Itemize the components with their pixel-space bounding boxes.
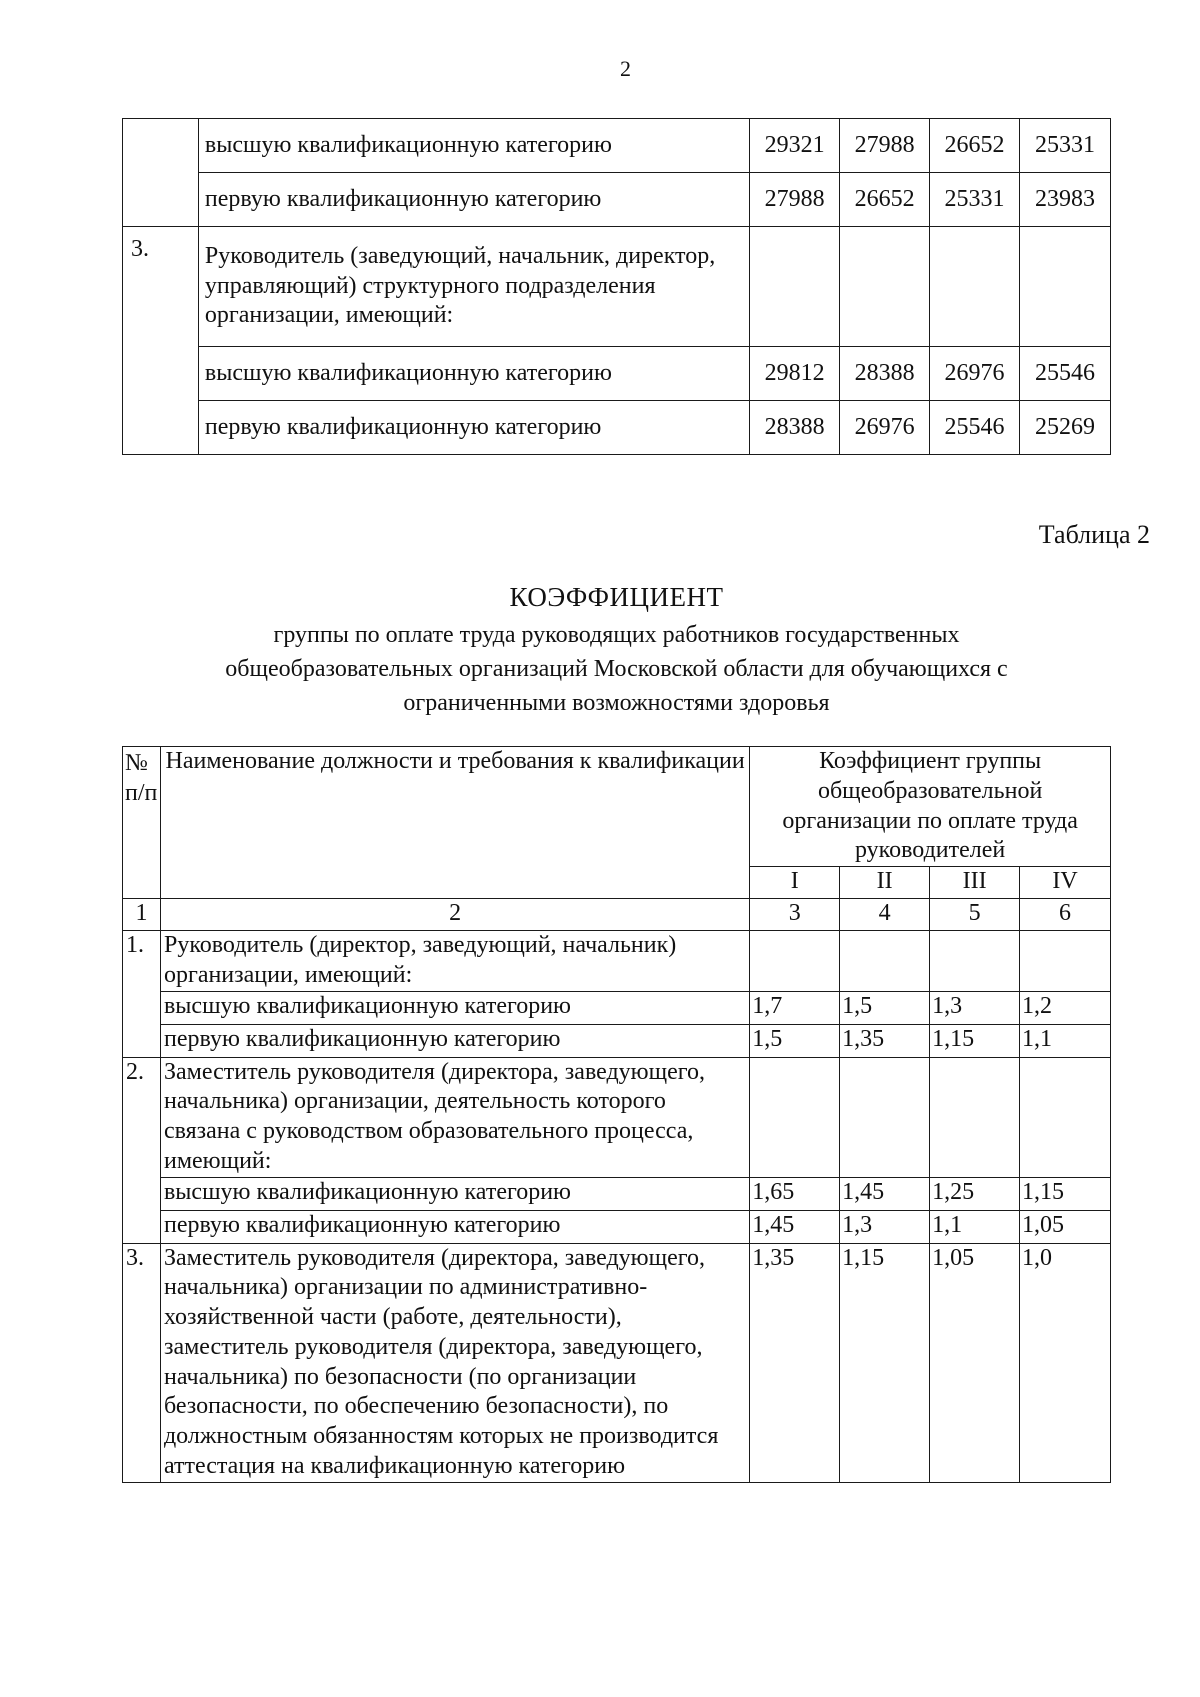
value-cell: 1,35 xyxy=(750,1243,840,1482)
subtitle-line: общеобразовательных организаций Московской области для обучающихся с xyxy=(225,656,1008,683)
subtitle-line: группы по оплате труда руководящих работников государственных xyxy=(273,622,960,648)
value-cell: 25331 xyxy=(1020,119,1111,173)
value-cell: 1,45 xyxy=(840,1177,930,1210)
value-cell: 1,45 xyxy=(750,1210,840,1243)
value-cell: 26976 xyxy=(930,347,1020,401)
table-row xyxy=(123,1177,1111,1210)
row-text: первую квалификационную категорию xyxy=(198,173,749,227)
value-cell: 27988 xyxy=(750,173,840,227)
table-header-row xyxy=(123,747,1111,867)
value-cell: 1,7 xyxy=(750,991,840,1024)
column-number: 3 xyxy=(750,899,840,931)
value-cell: 1,1 xyxy=(1020,1024,1111,1057)
header-group: II xyxy=(840,867,930,899)
table-row xyxy=(123,931,1111,992)
value-cell: 25331 xyxy=(930,173,1020,227)
value-cell: 28388 xyxy=(750,401,840,455)
value-cell: 26976 xyxy=(840,401,930,455)
coefficient-table xyxy=(122,746,1111,1483)
value-cell xyxy=(930,227,1020,347)
table-row xyxy=(123,401,1111,455)
subtitle-line: ограниченными возможностями здоровья xyxy=(403,690,830,717)
value-cell: 29321 xyxy=(750,119,840,173)
row-text: высшую квалификационную категорию xyxy=(198,347,749,401)
value-cell xyxy=(750,227,840,347)
value-cell xyxy=(840,1057,930,1177)
value-cell: 1,35 xyxy=(840,1024,930,1057)
value-cell: 1,65 xyxy=(750,1177,840,1210)
row-number-cell: 3. xyxy=(123,227,199,455)
value-cell xyxy=(750,1057,840,1177)
value-cell: 25546 xyxy=(930,401,1020,455)
row-text: Руководитель (директор, заведующий, начальник) организации, имеющий: xyxy=(160,931,749,992)
value-cell: 1,5 xyxy=(840,991,930,1024)
row-text: Руководитель (заведующий, начальник, директор, управляющий) структурного подразделения организации, имеющий: xyxy=(198,227,749,347)
document-subtitle xyxy=(122,618,1111,720)
value-cell: 25269 xyxy=(1020,401,1111,455)
value-cell: 25546 xyxy=(1020,347,1111,401)
value-cell: 1,5 xyxy=(750,1024,840,1057)
table-row xyxy=(123,991,1111,1024)
row-text: высшую квалификационную категорию xyxy=(160,1177,749,1210)
header-num: № п/п xyxy=(123,747,161,899)
value-cell: 26652 xyxy=(840,173,930,227)
value-cell: 1,3 xyxy=(930,991,1020,1024)
header-coefficient: Коэффициент группы общеобразовательной организации по оплате труда руководителей xyxy=(750,747,1111,867)
table-row xyxy=(123,1024,1111,1057)
value-cell: 1,05 xyxy=(930,1243,1020,1482)
value-cell: 1,15 xyxy=(930,1024,1020,1057)
table-row xyxy=(123,119,1111,173)
header-group: IV xyxy=(1020,867,1111,899)
header-name: Наименование должности и требования к квалификации xyxy=(160,747,749,899)
value-cell: 29812 xyxy=(750,347,840,401)
table-row xyxy=(123,1243,1111,1482)
row-text: первую квалификационную категорию xyxy=(160,1210,749,1243)
value-cell xyxy=(1020,227,1111,347)
row-text: высшую квалификационную категорию xyxy=(198,119,749,173)
row-text: Заместитель руководителя (директора, заведующего, начальника) организации, деятельность которого связана с руководством образовательного процесса, имеющий: xyxy=(160,1057,749,1177)
column-number-row xyxy=(123,899,1111,931)
column-number: 1 xyxy=(123,899,161,931)
value-cell xyxy=(930,1057,1020,1177)
table-row xyxy=(123,347,1111,401)
value-cell xyxy=(1020,1057,1111,1177)
header-group: III xyxy=(930,867,1020,899)
value-cell: 26652 xyxy=(930,119,1020,173)
table-row xyxy=(123,1057,1111,1177)
column-number: 2 xyxy=(160,899,749,931)
value-cell xyxy=(840,227,930,347)
value-cell xyxy=(930,931,1020,992)
page-number: 2 xyxy=(620,56,631,81)
table-label: Таблица 2 xyxy=(1038,520,1150,549)
row-text: первую квалификационную категорию xyxy=(160,1024,749,1057)
value-cell: 27988 xyxy=(840,119,930,173)
row-number-cell xyxy=(123,119,199,227)
value-cell: 1,2 xyxy=(1020,991,1111,1024)
header-group: I xyxy=(750,867,840,899)
table-row xyxy=(123,1210,1111,1243)
value-cell: 1,1 xyxy=(930,1210,1020,1243)
salary-table-continuation xyxy=(122,118,1111,455)
column-number: 4 xyxy=(840,899,930,931)
value-cell: 1,15 xyxy=(840,1243,930,1482)
value-cell: 23983 xyxy=(1020,173,1111,227)
column-number: 6 xyxy=(1020,899,1111,931)
value-cell: 1,25 xyxy=(930,1177,1020,1210)
value-cell xyxy=(840,931,930,992)
row-number-cell: 1. xyxy=(123,931,161,1058)
value-cell: 1,15 xyxy=(1020,1177,1111,1210)
table-row xyxy=(123,227,1111,347)
row-text: Заместитель руководителя (директора, заведующего, начальника) организации по административно-хозяйственной части (работе, деятельности), заместитель руководителя (директора, заведующего, начальника) по безопасности (по организации безопасности, по обеспечению безопасности), по должностным обязанностям которых не производится аттестация на квалификационную категорию xyxy=(160,1243,749,1482)
value-cell xyxy=(750,931,840,992)
document-title: КОЭФФИЦИЕНТ xyxy=(509,582,724,612)
row-text: первую квалификационную категорию xyxy=(198,401,749,455)
column-number: 5 xyxy=(930,899,1020,931)
value-cell: 28388 xyxy=(840,347,930,401)
row-text: высшую квалификационную категорию xyxy=(160,991,749,1024)
value-cell: 1,3 xyxy=(840,1210,930,1243)
table-row xyxy=(123,173,1111,227)
row-number-cell: 3. xyxy=(123,1243,161,1482)
value-cell xyxy=(1020,931,1111,992)
value-cell: 1,05 xyxy=(1020,1210,1111,1243)
row-number-cell: 2. xyxy=(123,1057,161,1243)
value-cell: 1,0 xyxy=(1020,1243,1111,1482)
